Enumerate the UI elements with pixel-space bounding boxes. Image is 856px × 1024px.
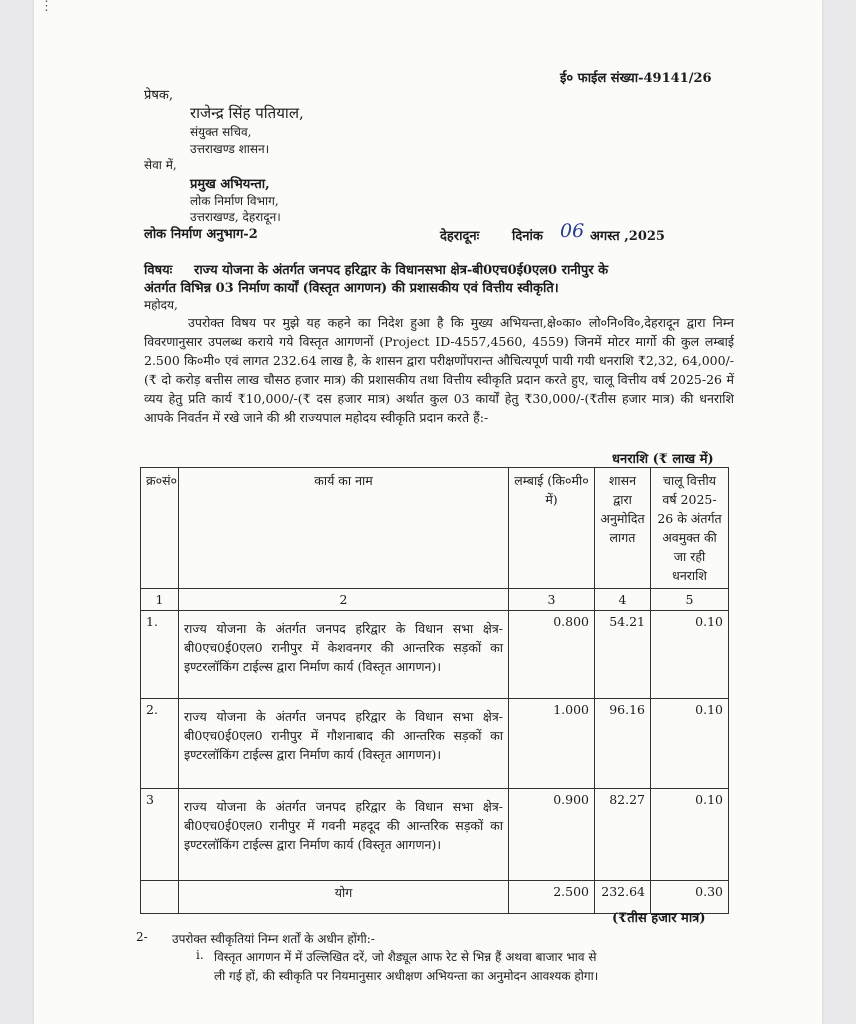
section-name: लोक निर्माण अनुभाग-2 — [144, 227, 258, 242]
sender-label: प्रेषक, — [144, 88, 174, 103]
sender-office: उत्तराखण्ड शासन। — [190, 142, 270, 156]
date-label: दिनांक — [512, 229, 543, 244]
sender-name: राजेन्द्र सिंह पतियाल, — [190, 104, 304, 122]
column-number-row — [141, 589, 729, 611]
header-work: कार्य का नाम — [179, 468, 509, 589]
total-label: योग — [179, 881, 509, 914]
row-cost: 82.27 — [595, 789, 651, 881]
row-release: 0.10 — [651, 611, 729, 699]
recipient-place: उत्तराखण्ड, देहरादून। — [190, 210, 281, 224]
amount-unit: धनराशि (₹ लाख में) — [612, 452, 714, 467]
subject-line-1: राज्य योजना के अंतर्गत जनपद हरिद्वार के विधानसभा क्षेत्र-बी0एच0ई0एल0 रानीपुर के — [194, 263, 609, 278]
point-2-i-line-1: विस्तृत आगणन में में उल्लिखित दरें, जो शैड्यूल आफ रेट से भिन्न हैं अथवा बाजार भाव से — [214, 950, 597, 964]
table-row — [141, 699, 729, 789]
total-cost: 232.64 — [595, 881, 651, 914]
row-sno: 3 — [141, 789, 179, 881]
row-release: 0.10 — [651, 789, 729, 881]
row-length: 1.000 — [509, 699, 595, 789]
header-length: लम्बाई (कि०मी० में) — [509, 468, 595, 589]
row-cost: 96.16 — [595, 699, 651, 789]
table-row — [141, 611, 729, 699]
date-day: 06 — [560, 220, 585, 242]
point-2-i-line-2: ली गई हों, की स्वीकृति पर नियमानुसार अधीक्षण अभियन्ता का अनुमोदन आवश्यक होगा। — [214, 969, 599, 983]
row-work: राज्य योजना के अंतर्गत जनपद हरिद्वार के विधान सभा क्षेत्र-बी0एच0ई0एल0 रानीपुर में केशवनगर की आन्तरिक सड़कों का इण्टरलॉकिंग टाईल्स द्वारा निर्माण कार्य (विस्तृत आगणन)। — [179, 611, 509, 699]
row-release: 0.10 — [651, 699, 729, 789]
subject-label: विषयः — [144, 263, 173, 278]
amount-in-words: (₹तीस हजार मात्र) — [612, 911, 706, 926]
recipient-department: लोक निर्माण विभाग, — [190, 194, 279, 208]
column-number: 5 — [651, 589, 729, 611]
total-length: 2.500 — [509, 881, 595, 914]
row-work: राज्य योजना के अंतर्गत जनपद हरिद्वार के विधान सभा क्षेत्र-बी0एच0ई0एल0 रानीपुर में गवनी महदूद की आन्तरिक सड़कों का इण्टरलॉकिंग टाईल्स द्वारा निर्माण कार्य (विस्तृत आगणन)। — [179, 789, 509, 881]
row-work: राज्य योजना के अंतर्गत जनपद हरिद्वार के विधान सभा क्षेत्र-बी0एच0ई0एल0 रानीपुर में गौशनाबाद की आन्तरिक सड़कों का इण्टरलॉकिंग टाईल्स द्वारा निर्माण कार्य (विस्तृत आगणन)। — [179, 699, 509, 789]
recipient-name: प्रमुख अभियन्ता, — [190, 177, 270, 192]
column-number: 2 — [179, 589, 509, 611]
header-sno: क्र०सं० — [141, 468, 179, 589]
recipient-label: सेवा में, — [144, 158, 177, 172]
row-length: 0.800 — [509, 611, 595, 699]
column-number: 3 — [509, 589, 595, 611]
body-paragraph: उपरोक्त विषय पर मुझे यह कहने का निदेश हुआ है कि मुख्य अभियन्ता,क्षे०का० लो०नि०वि०,देहरादून द्वारा निम्न विवरणानुसार उपलब्ध कराये गये विस्तृत आगणनों (Project ID-4557,4560, 4559) जिनमें मोटर मार्गो की कुल लम्बाई 2.500 कि०मी० एवं लागत 232.64 लाख है, के शासन द्वारा परीक्षणोंपरान्त औचित्यपूर्ण पायी गयी धनराशि ₹2,32, 64,000/-(₹ दो करोड़ बत्तीस लाख चौसठ हजार मात्र) की प्रशासकीय तथा वित्तीय स्वीकृति प्रदान करते हुए, चालू वित्तीय वर्ष 2025-26 में व्यय हेतु प्रति कार्य ₹10,000/-(₹ दस हजार मात्र) अर्थात कुल 03 कार्यों हेतु ₹30,000/-(₹तीस हजार मात्र) की धनराशि आपके निवर्तन में रखे जाने की श्री राज्यपाल महोदय स्वीकृति प्रदान करते हैं:- — [144, 315, 734, 425]
table-row — [141, 789, 729, 881]
header-release: चालू वित्तीय वर्ष 2025-26 के अंतर्गत अवमुक्त की जा रही धनराशि — [651, 468, 729, 589]
more-options-icon[interactable]: ⋮ — [40, 0, 53, 14]
subject-line-2: अंतर्गत विभिन्न 03 निर्माण कार्यों (विस्तृत आगणन) की प्रशासकीय एवं वित्तीय स्वीकृति। — [144, 281, 559, 296]
column-number: 1 — [141, 589, 179, 611]
salutation: महोदय, — [144, 298, 178, 312]
row-length: 0.900 — [509, 789, 595, 881]
total-release: 0.30 — [651, 881, 729, 914]
row-sno: 1. — [141, 611, 179, 699]
point-2-i-marker: i. — [196, 948, 204, 962]
point-2-number: 2- — [136, 930, 148, 944]
header-approved-cost: शासन द्वारा अनुमोदित लागत — [595, 468, 651, 589]
date-month-year: अगस्त ,2025 — [590, 229, 665, 244]
point-2-text: उपरोक्त स्वीकृतियां निम्न शर्तों के अधीन होंगी:- — [172, 932, 375, 946]
place: देहरादूनः — [440, 229, 480, 244]
works-table — [140, 467, 729, 914]
row-sno: 2. — [141, 699, 179, 789]
column-number: 4 — [595, 589, 651, 611]
sender-designation: संयुक्त सचिव, — [190, 125, 252, 139]
file-number: ई० फाईल संख्या-49141/26 — [560, 71, 712, 86]
row-cost: 54.21 — [595, 611, 651, 699]
